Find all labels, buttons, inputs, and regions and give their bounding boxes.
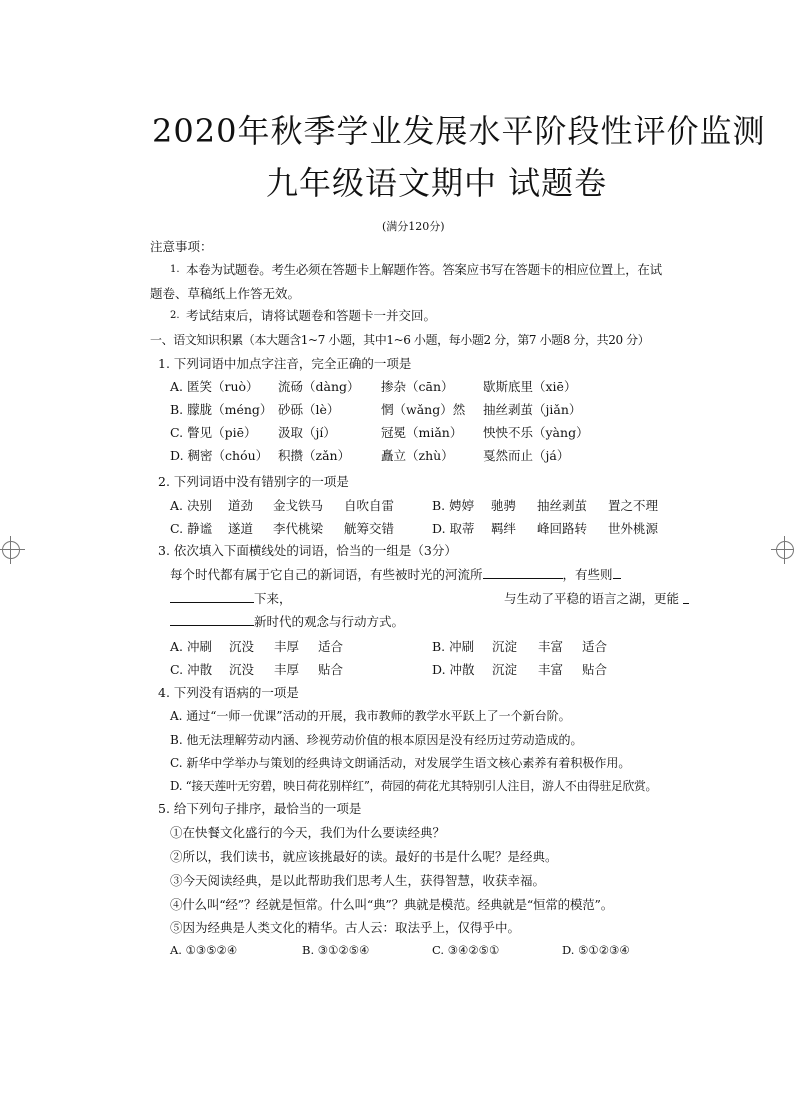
q3-b-2: 沉淀 bbox=[492, 639, 518, 654]
q1-a-1: A. 匿笑（ruò） bbox=[170, 379, 259, 394]
q5-option-a: A. ①③⑤②④ bbox=[170, 943, 238, 957]
notice-1-line1: 本卷为试题卷。考生必须在答题卡上解题作答。答案应书写在答题卡的相应位置上，在试 bbox=[186, 262, 662, 277]
question-4-option-a: A. 通过“一师一优课”活动的开展，我市教师的教学水平跃上了一个新台阶。 bbox=[170, 709, 571, 723]
q5-option-c: C. ③④②⑤① bbox=[432, 943, 500, 957]
q2-c-3: 李代桃梁 bbox=[273, 521, 324, 536]
q1-c-2: 汲取（jí） bbox=[278, 425, 336, 440]
question-4-option-c: C. 新华中学举办与策划的经典诗文朗诵活动，对发展学生语文核心素养有着积极作用。 bbox=[170, 756, 631, 770]
q1-d-4: 戛然而止（já） bbox=[483, 448, 570, 463]
q3-p3: 新时代的观念与行动方式。 bbox=[254, 614, 405, 629]
notice-1-line2: 题卷、草稿纸上作答无效。 bbox=[150, 286, 301, 301]
exam-subtitle: 九年级语文期中 试题卷 bbox=[266, 164, 608, 202]
question-3-passage-line1 bbox=[170, 566, 621, 584]
q3-c-1: C. 冲散 bbox=[170, 662, 213, 677]
question-5-sentence-5: ⑤因为经典是人类文化的精华。古人云：取法乎上，仅得乎中。 bbox=[170, 920, 521, 935]
q2-c-4: 觥筹交错 bbox=[344, 521, 395, 536]
q3-b-1: B. 冲刷 bbox=[432, 639, 475, 654]
q2-a-1: A. 决别 bbox=[170, 498, 212, 513]
q1-a-3: 掺杂（cān） bbox=[381, 379, 454, 394]
q2-b-2: 驰骋 bbox=[491, 498, 517, 513]
q5-option-d: D. ⑤①②③④ bbox=[562, 943, 630, 957]
q1-b-2: 砂砾（lè） bbox=[278, 402, 340, 417]
q2-a-4: 自吹自雷 bbox=[344, 498, 395, 513]
notice-2-text: 考试结束后，请将试题卷和答题卡一并交回。 bbox=[186, 308, 437, 323]
q1-c-4: 怏怏不乐（yàng） bbox=[483, 425, 589, 440]
q1-a-2: 流砀（dàng） bbox=[278, 379, 360, 394]
q3-d-1: D. 冲散 bbox=[432, 662, 475, 677]
q2-b-4: 置之不理 bbox=[608, 498, 659, 513]
q3-d-2: 沉淀 bbox=[492, 662, 518, 677]
q2-a-3: 金戈铁马 bbox=[273, 498, 324, 513]
exam-title: 2020年秋季学业发展水平阶段性评价监测 bbox=[152, 112, 766, 150]
question-5-sentence-4: ④什么叫“经”？经就是恒常。什么叫“典”？典就是模范。经典就是“恒常的模范”。 bbox=[170, 897, 614, 912]
q3-blank-3 bbox=[170, 625, 254, 626]
q3-a-2: 沉没 bbox=[229, 639, 255, 654]
q3-d-3: 丰富 bbox=[538, 662, 564, 677]
q1-c-1: C. 瞥见（piē） bbox=[170, 425, 257, 440]
q2-d-2: 羁绊 bbox=[491, 521, 517, 536]
q3-p2b: 与生动了平稳的语言之湖，更能 bbox=[504, 591, 680, 606]
question-2-stem: 2. 下列词语中没有错别字的一项是 bbox=[158, 474, 349, 489]
q3-b-4: 适合 bbox=[582, 639, 608, 654]
section-1-heading: 一、语文知识积累（本大题含1~7 小题，其中1~6 小题，每小题2 分，第7 小题8 分，共20 分） bbox=[150, 333, 650, 347]
q2-d-1: D. 取蒂 bbox=[432, 521, 475, 536]
q1-d-2: 积攒（zǎn） bbox=[278, 448, 351, 463]
question-4-option-d: D. “接天莲叶无穷碧，映日荷花别样红”，荷园的荷花尤其特别引人注目，游人不由得驻足欣赏。 bbox=[170, 779, 657, 793]
q2-d-4: 世外桃源 bbox=[608, 521, 659, 536]
registration-mark-left bbox=[2, 541, 20, 559]
q3-blank-1 bbox=[483, 578, 563, 579]
q1-d-1: D. 稠密（chóu） bbox=[170, 448, 269, 463]
question-4-option-b: B. 他无法理解劳动内涵、珍视劳动价值的根本原因是没有经历过劳动造成的。 bbox=[170, 733, 583, 747]
notice-1-number: 1. bbox=[170, 264, 180, 275]
question-1-stem: 1. 下列词语中加点字注音，完全正确的一项是 bbox=[158, 356, 412, 371]
question-5-sentence-2: ②所以，我们读书，就应该挑最好的读。最好的书是什么呢？是经典。 bbox=[170, 849, 558, 864]
q3-d-4: 贴合 bbox=[582, 662, 608, 677]
question-4-stem: 4. 下列没有语病的一项是 bbox=[158, 685, 299, 700]
q2-c-2: 遂道 bbox=[228, 521, 254, 536]
question-3-passage-line2 bbox=[170, 590, 690, 608]
q3-a-4: 适合 bbox=[318, 639, 344, 654]
q2-d-3: 峰回路转 bbox=[537, 521, 588, 536]
question-3-stem: 3. 依次填入下面横线处的词语，恰当的一组是（3分） bbox=[158, 543, 457, 558]
q1-c-3: 冠冕（miǎn） bbox=[381, 425, 463, 440]
q3-p1: 每个时代都有属于它自己的新词语，有些被时光的河流所 bbox=[170, 567, 483, 582]
q3-blank-3a bbox=[683, 603, 689, 604]
q3-a-1: A. 冲刷 bbox=[170, 639, 212, 654]
q1-b-4: 抽丝剥茧（jiǎn） bbox=[483, 402, 582, 417]
q3-c-4: 贴合 bbox=[318, 662, 344, 677]
q3-p1b: ，有些则 bbox=[562, 567, 613, 582]
q1-d-3: 矗立（zhù） bbox=[381, 448, 454, 463]
question-5-sentence-1: ①在快餐文化盛行的今天，我们为什么要读经典？ bbox=[170, 825, 446, 840]
question-5-stem: 5. 给下列句子排序，最恰当的一项是 bbox=[158, 801, 362, 816]
q3-c-3: 丰厚 bbox=[274, 662, 300, 677]
q1-a-4: 歇斯底里（xiē） bbox=[483, 379, 577, 394]
q3-p2a: 下来， bbox=[254, 591, 292, 606]
full-score: (满分120分) bbox=[382, 220, 445, 233]
q3-blank-2a bbox=[613, 578, 621, 579]
q3-b-3: 丰富 bbox=[538, 639, 564, 654]
q3-a-3: 丰厚 bbox=[274, 639, 300, 654]
q5-option-b: B. ③①②⑤④ bbox=[302, 943, 370, 957]
q1-b-1: B. 朦胧（méng） bbox=[170, 402, 273, 417]
q2-a-2: 道劲 bbox=[228, 498, 254, 513]
q1-b-3: 惘（wǎng）然 bbox=[381, 402, 466, 417]
q3-blank-2 bbox=[170, 602, 254, 603]
q2-b-1: B. 娉婷 bbox=[432, 498, 475, 513]
notice-heading: 注意事项： bbox=[150, 239, 213, 254]
q2-b-3: 抽丝剥茧 bbox=[537, 498, 588, 513]
question-3-passage-line3 bbox=[170, 613, 404, 631]
registration-mark-right bbox=[776, 541, 794, 559]
question-5-sentence-3: ③今天阅读经典，是以此帮助我们思考人生，获得智慧，收获幸福。 bbox=[170, 873, 546, 888]
q3-c-2: 沉没 bbox=[229, 662, 255, 677]
notice-2-number: 2. bbox=[170, 310, 180, 321]
q2-c-1: C. 静谧 bbox=[170, 521, 213, 536]
